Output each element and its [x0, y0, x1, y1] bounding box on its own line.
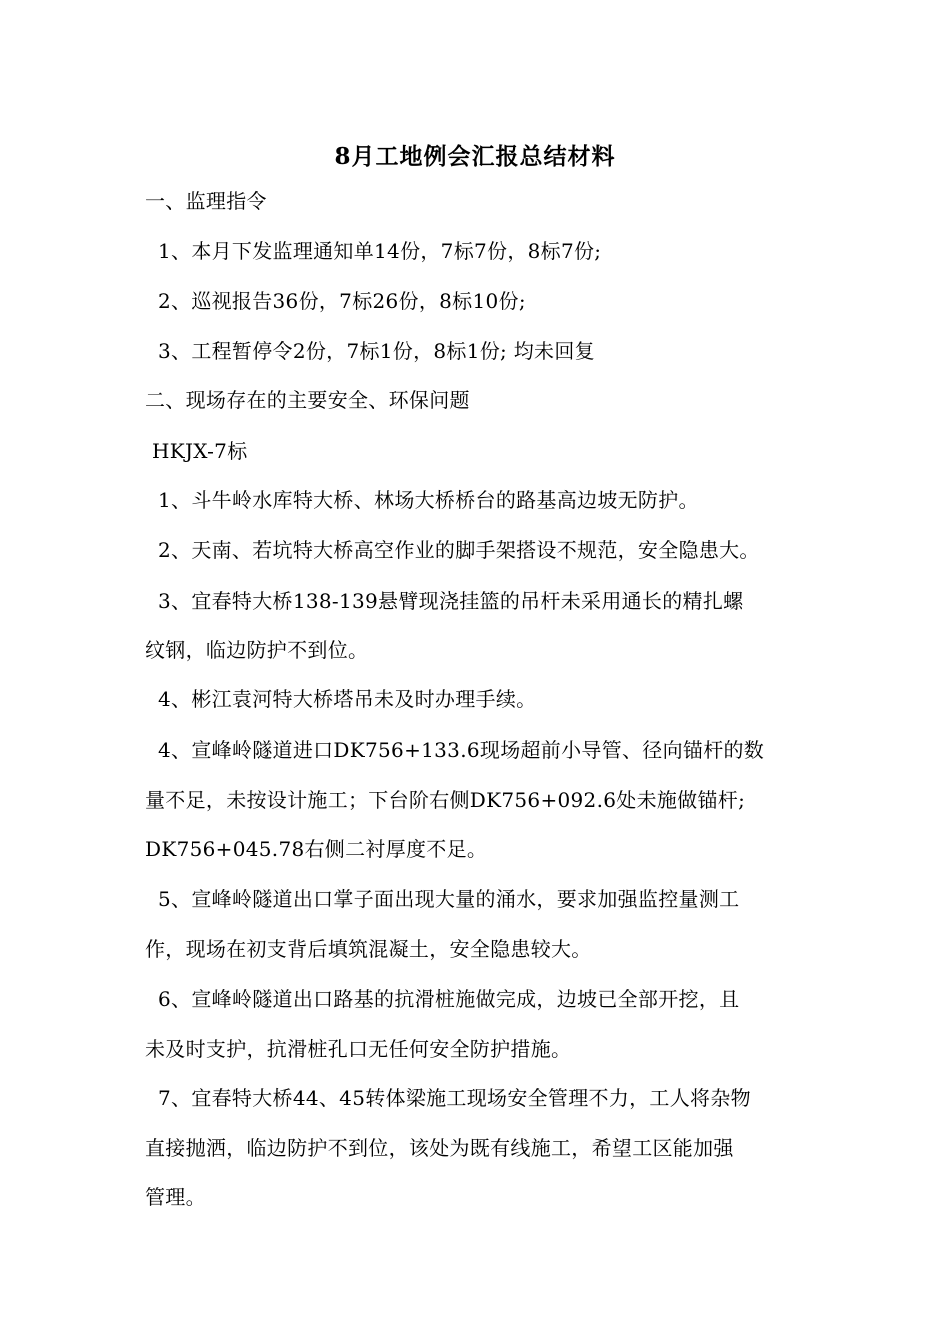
paragraph-line: 7、宜春特大桥44、45转体梁施工现场安全管理不力，工人将杂物: [158, 1086, 751, 1110]
paragraph-line: 作，现场在初支背后填筑混凝土，安全隐患较大。: [145, 937, 592, 961]
paragraph-line: 3、宜春特大桥138-139悬臂现浇挂篮的吊杆未采用通长的精扎螺: [158, 589, 744, 613]
section-heading-directives: 一、监理指令: [145, 189, 267, 213]
paragraph-line: 6、宣峰岭隧道出口路基的抗滑桩施做完成，边坡已全部开挖，且: [158, 987, 740, 1011]
paragraph-line: 3、工程暂停令2份，7标1份，8标1份; 均未回复: [158, 339, 595, 363]
document-title: 8月工地例会汇报总结材料: [334, 143, 616, 170]
paragraph-line: 量不足，未按设计施工；下台阶右侧DK756+092.6处未施做锚杆;: [145, 788, 746, 812]
paragraph-line: 1、斗牛岭水库特大桥、林场大桥桥台的路基高边坡无防护。: [158, 488, 699, 512]
paragraph-line: 4、彬江袁河特大桥塔吊未及时办理手续。: [158, 687, 537, 711]
paragraph-line: DK756+045.78右侧二衬厚度不足。: [145, 837, 488, 861]
subsection-label: HKJX-7标: [152, 439, 248, 463]
paragraph-line: 2、天南、若坑特大桥高空作业的脚手架搭设不规范，安全隐患大。: [158, 538, 760, 562]
paragraph-line: 直接抛洒，临边防护不到位，该处为既有线施工，希望工区能加强: [145, 1136, 734, 1160]
paragraph-line: 未及时支护，抗滑桩孔口无任何安全防护措施。: [145, 1037, 572, 1061]
paragraph-line: 1、本月下发监理通知单14份，7标7份，8标7份;: [158, 239, 602, 263]
paragraph-line: 4、宣峰岭隧道进口DK756+133.6现场超前小导管、径向锚杆的数: [158, 738, 765, 762]
paragraph-line: 2、巡视报告36份，7标26份，8标10份;: [158, 289, 526, 313]
paragraph-line: 5、宣峰岭隧道出口掌子面出现大量的涌水，要求加强监控量测工: [158, 887, 740, 911]
paragraph-line: 管理。: [145, 1185, 206, 1209]
paragraph-line: 纹钢，临边防护不到位。: [145, 638, 369, 662]
section-heading-safety: 二、现场存在的主要安全、环保问题: [145, 388, 470, 412]
